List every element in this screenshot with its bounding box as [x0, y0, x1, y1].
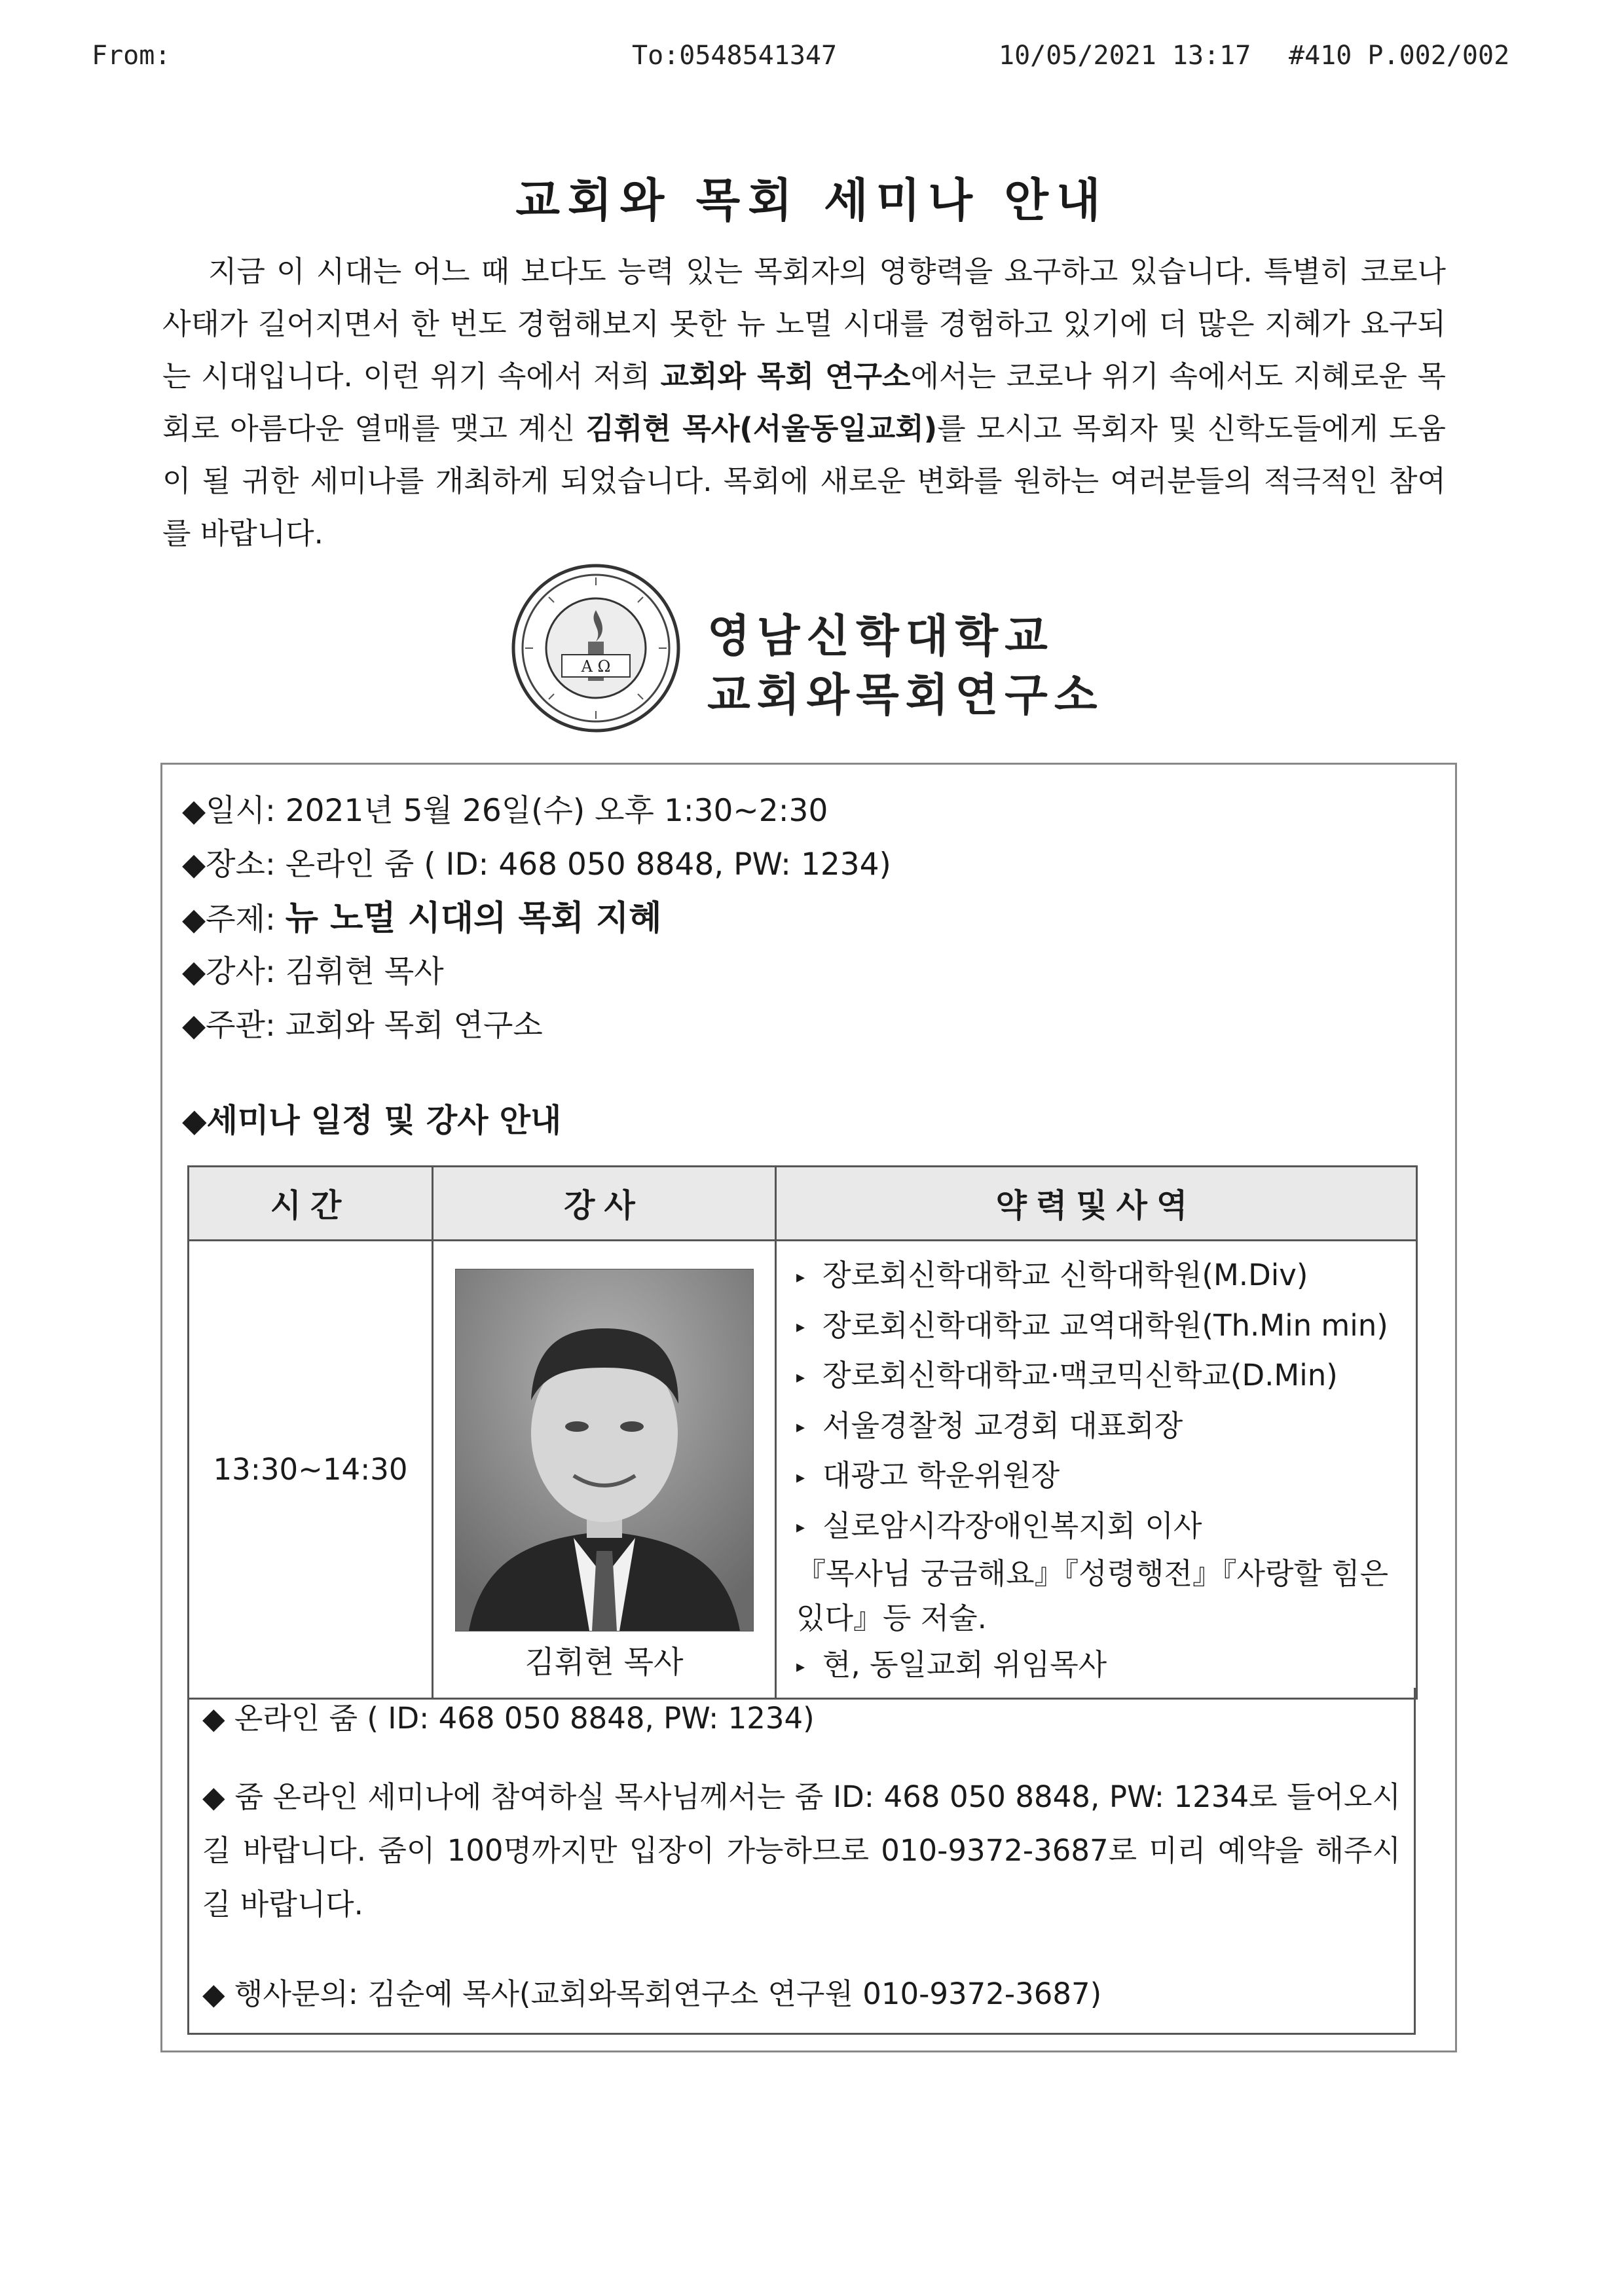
info-date: ◆일시: 2021년 5월 26일(수) 오후 1:30~2:30	[182, 793, 828, 829]
bio-item: ▸ 대광고 학운위원장	[796, 1451, 1409, 1502]
triangle-bullet-icon: ▸	[796, 1518, 805, 1537]
document-title: 교회와 목회 세미나 안내	[515, 173, 1109, 227]
fax-from: From:	[92, 41, 171, 71]
institution-logo	[511, 563, 1139, 733]
intro-text-1: 지금 이 시대는 어느 때 보다도 능력 있는 목회자의 영향력을 요구하고 있습니다. 특별히 코로나 사태가 길어지면서 한 번도 경험해보지 못한 뉴 노멀 시대를 경험하고 있기에 더 많은 지혜가 요구되는 시대입니다. 이런 위기 속에서 저희	[162, 254, 1446, 393]
logo-institute-name: 교회와목회연구소	[707, 669, 1104, 721]
triangle-bullet-icon: ▸	[796, 1467, 805, 1487]
triangle-bullet-icon: ▸	[796, 1656, 805, 1677]
fax-datetime: 10/05/2021 13:17	[999, 41, 1251, 71]
info-host: ◆주관: 교회와 목회 연구소	[182, 1008, 543, 1044]
intro-paragraph	[162, 246, 1446, 560]
triangle-bullet-icon: ▸	[796, 1367, 805, 1387]
seal-letters: A Ω	[581, 657, 611, 676]
seal-icon	[511, 563, 681, 733]
bio-item: ▸ 장로회신학대학교 교역대학원(Th.Min min)	[796, 1302, 1409, 1352]
fax-header	[0, 41, 1624, 80]
session-time: 13:30~14:30	[189, 1241, 433, 1699]
fax-page: #410 P.002/002	[1289, 41, 1510, 71]
photo-caption: 김휘현 목사	[525, 1645, 684, 1681]
intro-text-3: 를 모시고 목회자 및 신학도들에게 도움이 될 귀한 세미나를 개최하게 되었습니다. 목회에 새로운 변화를 원하는 여러분들의 적극적인 참여를 바랍니다.	[162, 411, 1446, 551]
speaker-photo	[455, 1269, 754, 1631]
bio-current-position: ▸ 현, 동일교회 위임목사	[796, 1641, 1409, 1691]
schedule-table	[187, 1165, 1418, 1700]
bio-books: 『목사님 궁금해요』『성령행전』『사랑할 힘은 있다』등 저술.	[796, 1556, 1389, 1635]
schedule-section-title: ◆세미나 일정 및 강사 안내	[182, 1102, 562, 1139]
bio-item: ▸ 서울경찰청 교경회 대표회장	[796, 1402, 1409, 1452]
triangle-bullet-icon: ▸	[796, 1267, 805, 1287]
schedule-row	[189, 1241, 1417, 1699]
intro-org-name: 교회와 목회 연구소	[660, 359, 911, 393]
seminar-details	[182, 784, 1426, 1053]
note-instructions: ◆ 줌 온라인 세미나에 참여하실 목사님께서는 줌 ID: 468 050 8848, PW: 1234로 들어오시길 바랍니다. 줌이 100명까지만 입장이 가능하므로 010-9372-3687로 미리 예약을 해주시길 바랍니다.	[202, 1779, 1401, 1922]
info-speaker: ◆강사: 김휘현 목사	[182, 954, 444, 990]
triangle-bullet-icon: ▸	[796, 1317, 805, 1337]
info-place: ◆장소: 온라인 줌 ( ID: 468 050 8848, PW: 1234)	[182, 847, 891, 883]
bio-item: ▸ 장로회신학대학교·맥코믹신학교(D.Min)	[796, 1351, 1409, 1402]
fax-to: To:0548541347	[632, 41, 838, 71]
note-contact: ◆ 행사문의: 김순예 목사(교회와목회연구소 연구원 010-9372-3687)	[202, 1977, 1102, 2011]
seminar-info-box	[160, 763, 1457, 2052]
info-topic	[182, 892, 1426, 945]
intro-text-2: 에서는 코로나 위기 속에서도 지혜로운 목회로 아름다운 열매를 맺고 계신	[162, 359, 1447, 446]
logo-university-name: 영남신학대학교	[707, 610, 1054, 663]
header-career: 약력및사역	[776, 1167, 1417, 1241]
header-time: 시간	[189, 1167, 433, 1241]
intro-speaker-name: 김휘현 목사(서울동일교회)	[585, 411, 938, 446]
bio-item: ▸ 실로암시각장애인복지회 이사	[796, 1502, 1409, 1552]
schedule-header-row	[189, 1167, 1417, 1241]
bio-item: ▸ 장로회신학대학교 신학대학원(M.Div)	[796, 1251, 1409, 1302]
header-speaker: 강사	[433, 1167, 776, 1241]
triangle-bullet-icon: ▸	[796, 1417, 805, 1437]
footer-notes	[187, 1688, 1416, 2035]
note-zoom: ◆ 온라인 줌 ( ID: 468 050 8848, PW: 1234)	[202, 1701, 815, 1736]
info-topic-value: 뉴 노멀 시대의 목회 지혜	[285, 899, 662, 938]
bio-list	[796, 1251, 1409, 1691]
info-topic-label: ◆주제:	[182, 902, 286, 938]
speaker-bio	[776, 1241, 1417, 1699]
speaker-cell	[433, 1241, 776, 1699]
